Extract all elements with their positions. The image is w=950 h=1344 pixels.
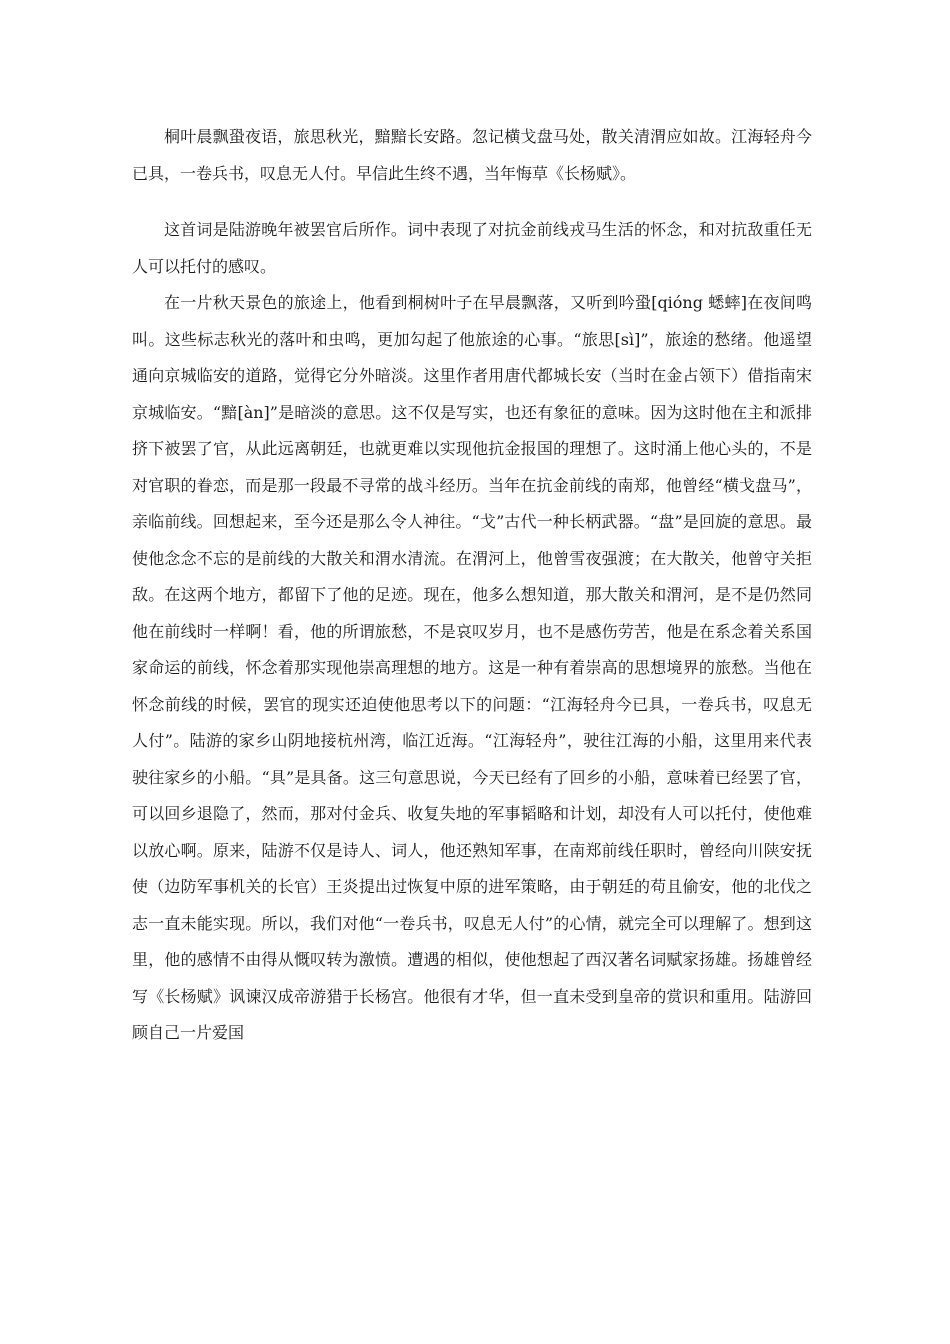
summary-paragraph: 这首词是陆游晚年被罢官后所作。词中表现了对抗金前线戎马生活的怀念，和对抗敌重任无人可以托付的感叹。 xyxy=(132,220,812,276)
poem-text: 桐叶晨飘蛩夜语，旅思秋光，黯黯长安路。忽记横戈盘马处，散关清渭应如故。江海轻舟今已具，一卷兵书，叹息无人付。早信此生终不遇，当年悔草《长杨赋》。 xyxy=(132,127,812,183)
document-page xyxy=(132,119,812,1052)
analysis-paragraph: 在一片秋天景色的旅途上，他看到桐树叶子在早晨飘落，又听到吟蛩[qióng 蟋蟀]在夜间鸣叫。这些标志秋光的落叶和虫鸣，更加勾起了他旅途的心事。“旅思[sì]”，旅途的愁绪。他遥望通向京城临安的道路，觉得它分外暗淡。这里作者用唐代都城长安（当时在金占领下）借指南宋京城临安。“黯[àn]”是暗淡的意思。这不仅是写实，也还有象征的意味。因为这时他在主和派排挤下被罢了官，从此远离朝廷，也就更难以实现他抗金报国的理想了。这时涌上他心头的，不是对官职的眷恋，而是那一段最不寻常的战斗经历。当年在抗金前线的南郑，他曾经“横戈盘马”，亲临前线。回想起来，至今还是那么令人神往。“戈”古代一种长柄武器。“盘”是回旋的意思。最使他念念不忘的是前线的大散关和渭水清流。在渭河上，他曾雪夜强渡；在大散关，他曾守关拒敌。在这两个地方，都留下了他的足迹。现在，他多么想知道，那大散关和渭河，是不是仍然同他在前线时一样啊！看，他的所谓旅愁，不是哀叹岁月，也不是感伤劳苦，他是在系念着关系国家命运的前线，怀念着那实现他崇高理想的地方。这是一种有着崇高的思想境界的旅愁。当他在怀念前线的时候，罢官的现实还迫使他思考以下的问题：“江海轻舟今已具，一卷兵书，叹息无人付”。陆游的家乡山阴地接杭州湾，临江近海。“江海轻舟”，驶往江海的小船，这里用来代表驶往家乡的小船。“具”是具备。这三句意思说，今天已经有了回乡的小船，意味着已经罢了官，可以回乡退隐了，然而，那对付金兵、收复失地的军事韬略和计划，却没有人可以托付，使他难以放心啊。原来，陆游不仅是诗人、词人，他还熟知军事，在南郑前线任职时，曾经向川陕安抚使（边防军事机关的长官）王炎提出过恢复中原的进军策略，由于朝廷的苟且偷安，他的北伐之志一直未能实现。所以，我们对他“一卷兵书，叹息无人付”的心情，就完全可以理解了。想到这里，他的感情不由得从慨叹转为激愤。遭遇的相似，使他想起了西汉著名词赋家扬雄。扬雄曾经写《长杨赋》讽谏汉成帝游猎于长杨宫。他很有才华，但一直未受到皇帝的赏识和重用。陆游回顾自己一片爱国 xyxy=(132,293,812,1042)
